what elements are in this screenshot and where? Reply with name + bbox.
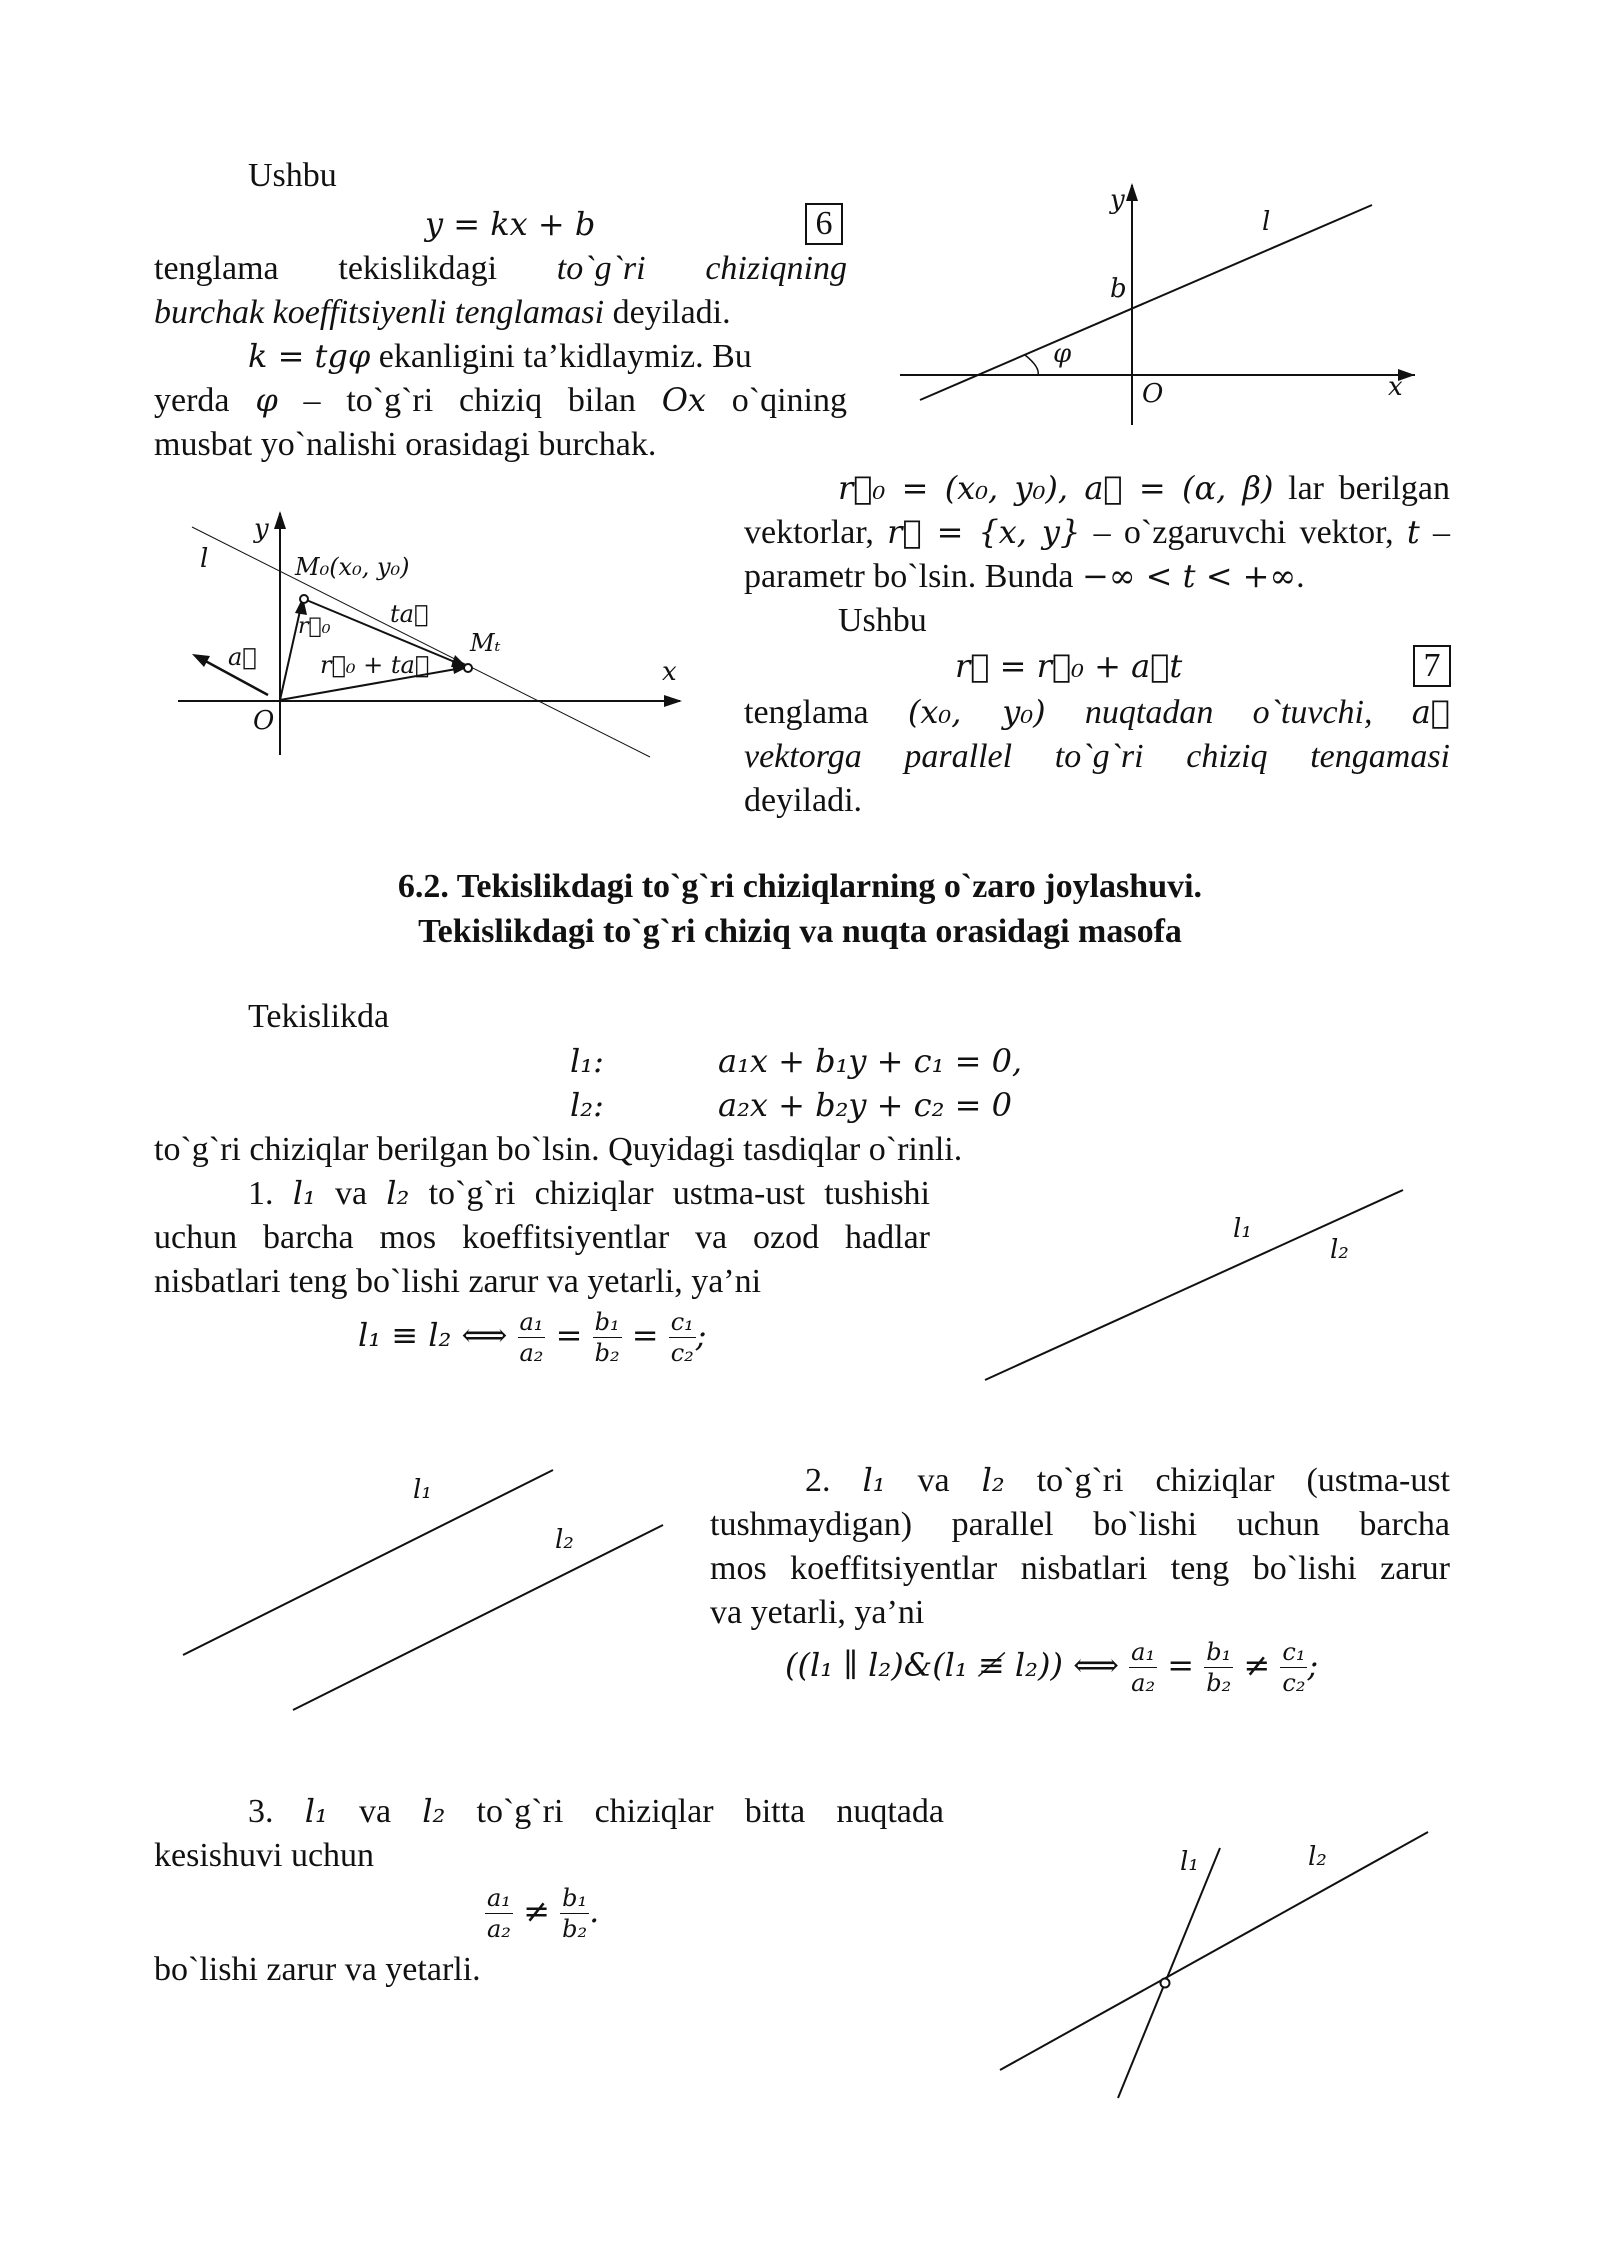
symbol: l₂ — [981, 1461, 1005, 1499]
text: – o`zgaruvchi vektor, — [1080, 514, 1407, 551]
line-l1 — [1118, 1848, 1220, 2098]
ushbu-label: Ushbu — [248, 157, 337, 194]
item1-line3: nisbatlari teng bo`lishi zarur va yetarli, ya’ni — [154, 1263, 762, 1300]
intersection-point — [1161, 1979, 1170, 1988]
formula: k = tgφ — [248, 337, 371, 375]
block2-line2 — [744, 511, 1450, 554]
block2-line3 — [744, 555, 1305, 598]
punctuation: ; — [695, 1316, 707, 1354]
denominator: a₂ — [487, 1915, 511, 1943]
text: – to`g`ri chiziq bilan — [277, 382, 662, 419]
line-l1-equation: a₁x + b₁y + c₁ = 0, — [718, 1042, 1023, 1080]
line-l2 — [293, 1525, 663, 1710]
text: tenglama — [744, 694, 908, 731]
formula: r⃗₀ = (x₀, y₀), a⃗ = (α, β) — [838, 469, 1274, 507]
punctuation: ; — [1307, 1646, 1319, 1684]
block1-line3 — [248, 335, 752, 378]
text: to`g`ri chiziqlar bitta nuqtada — [445, 1793, 944, 1830]
label-x: x — [662, 657, 677, 687]
block2-line6: deyiladi. — [744, 782, 863, 819]
fraction-a — [1129, 1637, 1157, 1698]
formula: (x₀, y₀) — [907, 693, 1046, 731]
term: to`g`ri chiziqning — [556, 250, 847, 287]
text: va — [315, 1175, 387, 1212]
numerator: c₁ — [1282, 1638, 1306, 1666]
text: lar berilgan — [1288, 470, 1451, 507]
term: burchak koeffitsiyenli tenglamasi — [154, 294, 605, 331]
denominator: b₂ — [562, 1915, 588, 1943]
item3-formula — [485, 1876, 599, 1946]
text: 3. — [248, 1793, 305, 1830]
text: to`g`ri chiziqlar (ustma-ust — [1004, 1462, 1451, 1499]
text: tenglama tekislikdagi — [154, 250, 557, 287]
text: va — [327, 1793, 423, 1830]
symbol: φ — [255, 381, 278, 419]
label-ta: ta⃗ — [390, 600, 429, 628]
text: yerda — [154, 382, 256, 419]
item2-line4: va yetarli, ya’ni — [710, 1594, 925, 1631]
point-mt — [464, 664, 472, 672]
label-mt: Mₜ — [470, 629, 501, 657]
numerator: c₁ — [670, 1308, 694, 1336]
item2-line2: tushmaydigan) parallel bo`lishi uchun barcha — [710, 1506, 1450, 1543]
label-l1: l₁ — [413, 1475, 432, 1505]
equals-sign: = — [555, 1316, 583, 1354]
figure-vector-line — [170, 505, 690, 775]
block2-line5: vektorga parallel to`g`ri chiziq tengamasi — [744, 738, 1450, 775]
text: 2. — [805, 1462, 863, 1499]
block2-line4 — [744, 691, 1450, 734]
numerator: a₁ — [519, 1308, 544, 1336]
formula-lhs: l₁ ≡ l₂ ⟺ — [358, 1316, 508, 1354]
formula: r⃗ = {x, y} — [887, 513, 1081, 551]
item1-line2: uchun barcha mos koeffitsiyentlar va ozod hadlar — [154, 1219, 930, 1256]
label-l1: l₁ — [1233, 1214, 1252, 1244]
fraction-c — [669, 1307, 696, 1368]
text: va — [885, 1462, 982, 1499]
item3-line3: bo`lishi zarur va yetarli. — [154, 1951, 481, 1988]
figure-coincident-lines — [975, 1180, 1415, 1395]
line-l1-label: l₁: — [570, 1042, 604, 1080]
item1-line1 — [248, 1172, 930, 1215]
text: parametr bo`lsin. Bunda — [744, 558, 1083, 595]
y-axis-arrow — [274, 511, 286, 529]
equation-number-6: 6 — [805, 203, 843, 245]
label-r0-plus-ta: r⃗₀ + ta⃗ — [320, 651, 430, 679]
label-l1: l₁ — [1180, 1847, 1199, 1877]
symbol: l₁ — [304, 1792, 328, 1830]
denominator: a₂ — [519, 1339, 544, 1367]
denominator: b₂ — [594, 1339, 620, 1367]
not-equals-sign: ≠ — [523, 1892, 550, 1930]
label-b: b — [1110, 274, 1127, 304]
fraction-b — [593, 1307, 622, 1368]
text: deyiladi. — [604, 294, 731, 331]
fraction-b — [560, 1883, 589, 1944]
symbol: l₁ — [292, 1174, 316, 1212]
tekislikda-label: Tekislikda — [248, 998, 390, 1035]
section-heading-line2: Tekislikdagi to`g`ri chiziq va nuqta orasidagi masofa — [418, 913, 1182, 950]
label-origin: O — [253, 706, 275, 736]
item3-line1 — [248, 1790, 944, 1833]
symbol: t — [1406, 513, 1420, 551]
label-origin: O — [1142, 379, 1164, 409]
equation-number-7: 7 — [1413, 645, 1451, 687]
text: 1. — [248, 1175, 293, 1212]
label-y: y — [1110, 185, 1125, 215]
figure-parallel-lines — [175, 1460, 675, 1730]
fraction-a — [518, 1307, 546, 1368]
block1-line2 — [154, 291, 731, 334]
line-l — [920, 205, 1372, 400]
label-l: l — [200, 544, 209, 574]
item2-line3: mos koeffitsiyentlar nisbatlari teng bo`lishi zarur — [710, 1550, 1450, 1587]
denominator: c₂ — [670, 1339, 694, 1367]
block1-line1 — [154, 247, 847, 290]
text: vektorlar, — [744, 514, 888, 551]
block1-line4 — [154, 379, 847, 422]
ushbu-label-2: Ushbu — [838, 602, 927, 639]
x-axis-arrow — [664, 695, 682, 707]
formula: −∞ < t < +∞ — [1082, 557, 1297, 595]
label-x: x — [1388, 372, 1403, 402]
term: nuqtadan o`tuvchi, — [1045, 694, 1412, 731]
text: o`qining — [705, 382, 847, 419]
item2-line1 — [805, 1459, 1450, 1502]
label-l2: l₂ — [1330, 1235, 1349, 1265]
label-l2: l₂ — [1308, 1842, 1327, 1872]
symbol: l₂ — [422, 1792, 446, 1830]
y-axis-arrow — [1126, 183, 1138, 201]
text: – — [1419, 514, 1451, 551]
figure-slope-line — [890, 175, 1430, 435]
denominator: b₂ — [1206, 1669, 1232, 1697]
line-l1 — [183, 1470, 553, 1655]
text: ekanligini ta’kidlaymiz. Bu — [370, 338, 752, 375]
block3-sentence: to`g`ri chiziqlar berilgan bo`lsin. Quyidagi tasdiqlar o`rinli. — [154, 1131, 963, 1168]
symbol: a⃗ — [1411, 693, 1450, 731]
label-y: y — [254, 514, 269, 544]
symbol: l₂ — [386, 1174, 410, 1212]
label-a: a⃗ — [228, 643, 257, 671]
numerator: b₁ — [594, 1308, 620, 1336]
vector-a-arrow — [192, 654, 210, 667]
angle-arc — [1025, 355, 1038, 375]
denominator: a₂ — [1131, 1669, 1156, 1697]
formula-lhs: ((l₁ ∥ l₂)&(l₁ ≢ l₂)) ⟺ — [785, 1646, 1119, 1684]
label-m0: M₀(x₀, y₀) — [295, 553, 410, 581]
not-equals-sign: ≠ — [1243, 1646, 1271, 1684]
item2-formula — [785, 1630, 1318, 1700]
symbol: Ox — [661, 381, 706, 419]
equals-sign: = — [631, 1316, 659, 1354]
block1-line5: musbat yo`nalishi orasidagi burchak. — [154, 426, 657, 463]
item1-formula — [358, 1300, 707, 1370]
text: to`g`ri chiziqlar ustma-ust tushishi — [409, 1175, 931, 1212]
fraction-a — [485, 1883, 513, 1944]
numerator: a₁ — [1131, 1638, 1156, 1666]
text: . — [1296, 558, 1305, 595]
point-m0 — [300, 595, 308, 603]
item3-line2: kesishuvi uchun — [154, 1837, 375, 1874]
block2-line1 — [838, 467, 1450, 510]
symbol: l₁ — [862, 1461, 886, 1499]
label-l2: l₂ — [555, 1525, 574, 1555]
numerator: b₁ — [562, 1884, 588, 1912]
figure-intersecting-lines — [990, 1820, 1440, 2105]
punctuation: . — [589, 1892, 600, 1930]
fraction-b — [1204, 1637, 1233, 1698]
denominator: c₂ — [1282, 1669, 1306, 1697]
equals-sign: = — [1167, 1646, 1195, 1684]
formula-7: r⃗ = r⃗₀ + a⃗t — [955, 647, 1183, 685]
label-r0: r⃗₀ — [298, 614, 331, 639]
line-l2-label: l₂: — [570, 1086, 604, 1124]
line-l2 — [1000, 1832, 1428, 2070]
section-heading-line1: 6.2. Tekislikdagi to`g`ri chiziqlarning o`zaro joylashuvi. — [397, 868, 1203, 905]
line-l1-l2 — [985, 1190, 1403, 1380]
formula-6: y = kx + b — [425, 205, 596, 243]
label-l: l — [1262, 207, 1271, 237]
fraction-c — [1280, 1637, 1307, 1698]
label-phi: φ — [1053, 339, 1072, 369]
line-l2-equation: a₂x + b₂y + c₂ = 0 — [718, 1086, 1012, 1124]
numerator: b₁ — [1206, 1638, 1232, 1666]
numerator: a₁ — [487, 1884, 511, 1912]
